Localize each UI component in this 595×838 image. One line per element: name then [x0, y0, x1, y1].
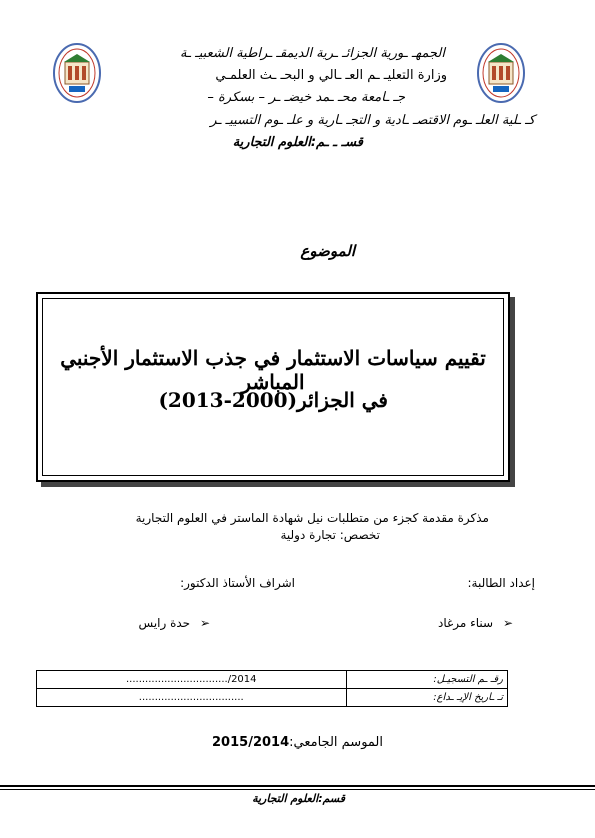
student-label: إعداد الطالبة:: [467, 576, 535, 590]
footer-rule-thin: [0, 789, 595, 790]
arrow-bullet-icon: ➢: [502, 616, 513, 630]
student-name: سناء مرغاد: [437, 616, 494, 630]
header-faculty: كـ ـلية العلـ ـوم الاقتصـ ـادية و التجـ ـارية و علـ ـوم التسييـ ـر: [210, 113, 535, 128]
university-logo-right: [476, 42, 526, 102]
academic-year-label: الموسم الجامعي:: [289, 735, 383, 750]
thesis-description: مذكرة مقدمة كجزء من متطلبات نيل شهادة الماستر في العلوم التجارية: [135, 511, 489, 525]
footer-department: قسم:العلوم التجارية: [252, 792, 345, 805]
arrow-bullet-icon: ➢: [199, 616, 210, 630]
registration-number-label: رقـ ـم التسجيـل:: [346, 671, 507, 689]
supervisor-label: اشراف الأستاذ الدكتور:: [180, 576, 295, 590]
academic-year-value: 2015/2014: [212, 735, 290, 750]
thesis-title-line2: في الجزائر(2000-2013): [158, 388, 388, 412]
thesis-specialization: تخصص: تجارة دولية: [280, 528, 380, 542]
supervisor-entry: [139, 616, 210, 630]
academic-year: [212, 735, 383, 750]
subject-heading-text: الموضوع: [300, 242, 355, 260]
subject-heading: [300, 242, 355, 260]
header-department: قسـ ـ ـم:العلوم التجارية: [232, 135, 363, 150]
header-country: الجمهـ ـورية الجزائـ ـرية الديمقـ ـراطية الشعبيـ ـة: [180, 46, 445, 61]
table-row: [37, 671, 508, 689]
thesis-title-line1: تقييم سياسات الاستثمار في جذب الاستثمار الأجنبي المباشر: [60, 346, 486, 394]
header-university: جـ ـامعة محـ ـمد خيضـ ـر – بسكرة –: [207, 90, 405, 105]
footer-rule: [0, 785, 595, 787]
registration-number-value: ................................/2014: [37, 671, 347, 689]
deposit-date-label: تـ ـاريخ الإيـ ـداع:: [346, 689, 507, 707]
title-box: [36, 292, 510, 482]
student-entry: [438, 616, 513, 630]
table-row: [37, 689, 508, 707]
supervisor-name: حدة رايس: [138, 616, 191, 630]
header-ministry: وزارة التعليـ ـم العـ ـالي و البحـ ـث العلمـي: [215, 68, 447, 83]
registration-table: [36, 670, 508, 707]
deposit-date-value: .................................: [37, 689, 347, 707]
university-logo-left: [52, 42, 102, 102]
